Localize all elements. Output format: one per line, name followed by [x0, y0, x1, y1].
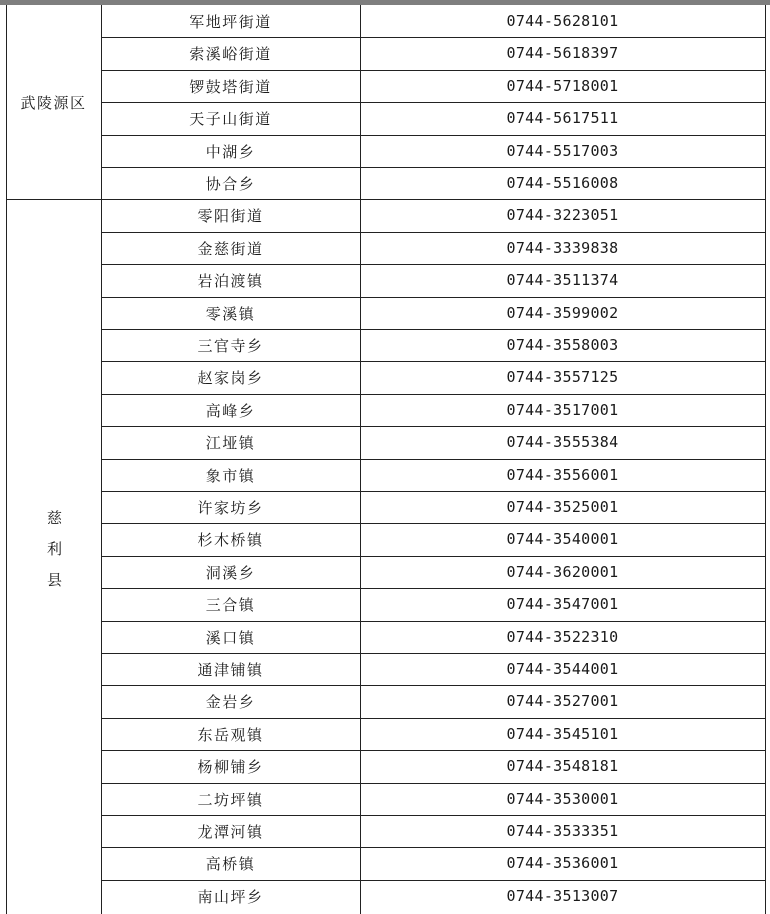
phone-number: 0744-3540001	[506, 530, 619, 548]
township-name: 通津铺镇	[197, 660, 264, 679]
phone-number: 0744-3547001	[506, 595, 619, 613]
phone-number: 0744-3536001	[506, 854, 619, 872]
phone-number: 0744-5617511	[506, 109, 619, 127]
phone-number: 0744-5718001	[506, 77, 619, 95]
township-name: 江垭镇	[205, 433, 256, 452]
phone-number: 0744-3527001	[506, 692, 619, 710]
township-name: 龙潭河镇	[197, 822, 264, 841]
phone-number: 0744-3548181	[506, 757, 619, 775]
township-name: 索溪峪街道	[189, 44, 272, 63]
township-name: 杨柳铺乡	[197, 757, 264, 776]
phone-number: 0744-3620001	[506, 563, 619, 581]
township-name: 天子山街道	[189, 109, 272, 128]
phone-number: 0744-3339838	[506, 239, 619, 257]
township-name: 金岩乡	[205, 692, 256, 711]
phone-number: 0744-3556001	[506, 466, 619, 484]
township-name: 洞溪乡	[205, 563, 256, 582]
phone-number: 0744-3511374	[506, 271, 619, 289]
phone-number: 0744-3513007	[506, 887, 619, 905]
column-border	[101, 5, 102, 914]
township-name: 杉木桥镇	[197, 530, 264, 549]
township-name: 锣鼓塔街道	[189, 77, 272, 96]
township-name: 零阳街道	[197, 206, 264, 225]
township-name: 协合乡	[205, 174, 256, 193]
phone-number: 0744-3545101	[506, 725, 619, 743]
township-name: 高峰乡	[205, 401, 256, 420]
township-name: 零溪镇	[205, 304, 256, 323]
column-border	[6, 5, 7, 914]
township-name: 三合镇	[205, 595, 256, 614]
phone-number: 0744-3223051	[506, 206, 619, 224]
district-name	[6, 199, 101, 914]
column-border	[765, 5, 766, 914]
township-name: 南山坪乡	[197, 887, 264, 906]
township-name: 赵家岗乡	[197, 368, 264, 387]
phone-number: 0744-3558003	[506, 336, 619, 354]
column-border	[360, 5, 361, 914]
township-name: 三官寺乡	[197, 336, 264, 355]
township-name: 二坊坪镇	[197, 790, 264, 809]
phone-number: 0744-3557125	[506, 368, 619, 386]
phone-number: 0744-5628101	[506, 12, 619, 30]
phone-number: 0744-3525001	[506, 498, 619, 516]
district-label-vertical: 慈利县	[45, 510, 63, 603]
township-name: 军地坪街道	[189, 12, 272, 31]
township-name: 象市镇	[205, 466, 256, 485]
township-name: 溪口镇	[205, 628, 256, 647]
phone-number: 0744-3599002	[506, 304, 619, 322]
phone-number: 0744-5618397	[506, 44, 619, 62]
township-name: 高桥镇	[205, 854, 256, 873]
phone-number: 0744-3533351	[506, 822, 619, 840]
phone-number: 0744-5517003	[506, 142, 619, 160]
township-name: 中湖乡	[205, 142, 256, 161]
phone-number: 0744-3544001	[506, 660, 619, 678]
township-name: 许家坊乡	[197, 498, 264, 517]
township-name: 金慈街道	[197, 239, 264, 258]
district-name	[6, 5, 101, 199]
phone-number: 0744-3522310	[506, 628, 619, 646]
township-name: 岩泊渡镇	[197, 271, 264, 290]
phone-number: 0744-3517001	[506, 401, 619, 419]
phone-number: 0744-3530001	[506, 790, 619, 808]
township-name: 东岳观镇	[197, 725, 264, 744]
district-label: 武陵源区	[20, 93, 87, 112]
phone-number: 0744-3555384	[506, 433, 619, 451]
phone-number: 0744-5516008	[506, 174, 619, 192]
